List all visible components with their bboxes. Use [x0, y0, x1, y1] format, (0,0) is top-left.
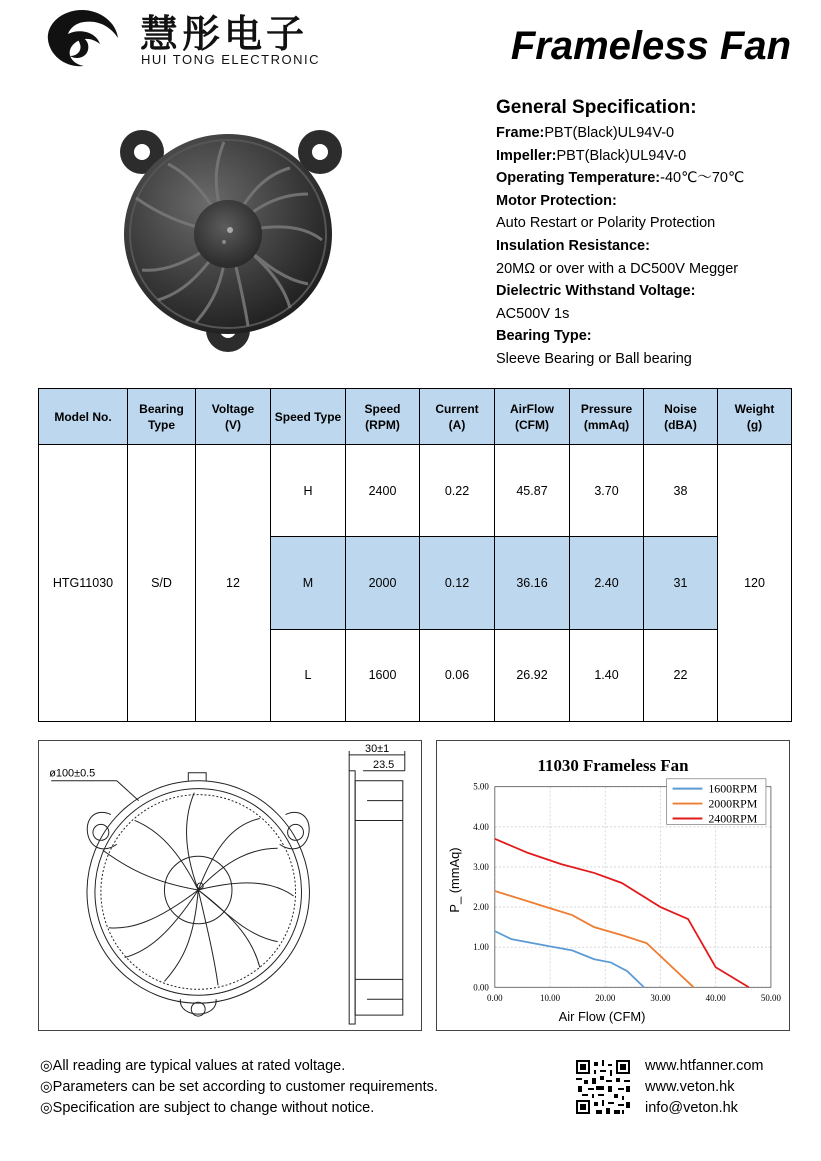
header-noise-label: Noise	[664, 401, 697, 416]
cell-pressure: 1.40	[570, 629, 644, 721]
footer-notes	[40, 1056, 438, 1119]
cell-weight: 120	[718, 445, 792, 722]
header-voltage	[196, 389, 271, 445]
header-bearing	[128, 389, 196, 445]
spec-insulation-label: Insulation Resistance:	[496, 237, 650, 254]
chart-xlabel: Air Flow (CFM)	[558, 1009, 646, 1025]
series-line-2000rpm	[495, 891, 694, 987]
cell-speed-type: L	[271, 629, 346, 721]
y-tick-label: 4.00	[473, 821, 489, 832]
spec-impeller-label: Impeller:	[496, 147, 557, 164]
x-tick-label: 30.00	[650, 993, 671, 1004]
qr-code-icon	[576, 1060, 630, 1114]
spec-motor-label: Motor Protection:	[496, 192, 617, 209]
series-line-2400rpm	[495, 839, 749, 987]
x-tick-label: 0.00	[487, 993, 503, 1004]
header-weight-unit: (g)	[746, 417, 763, 432]
spec-frame-label: Frame:	[496, 125, 545, 141]
spec-impeller	[496, 145, 816, 168]
header-weight	[718, 389, 792, 445]
header-speed-unit: (RPM)	[365, 417, 400, 432]
cell-pressure: 3.70	[570, 445, 644, 537]
header-current-unit: (A)	[448, 417, 466, 432]
spec-dielectric-value: AC500V 1s	[496, 305, 570, 322]
chart-title: 11030 Frameless Fan	[537, 755, 689, 775]
table-row	[39, 445, 792, 537]
spec-title: General Specification:	[496, 97, 697, 118]
cell-speed: 2000	[346, 537, 420, 629]
x-tick-label: 50.00	[760, 993, 781, 1004]
header-bearing-unit: Type	[147, 417, 176, 432]
spec-insulation-value: 20MΩ or over with a DC500V Megger	[496, 260, 739, 277]
company-logo-icon	[40, 6, 124, 72]
cell-noise: 38	[644, 445, 718, 537]
spec-bearing-value: Sleeve Bearing or Ball bearing	[496, 350, 692, 367]
header-noise-unit: (dBA)	[664, 417, 697, 432]
spec-dielectric-label: Dielectric Withstand Voltage:	[496, 283, 696, 300]
cell-speed-type: M	[271, 537, 346, 629]
cell-speed-type: H	[271, 445, 346, 537]
website-link[interactable]: www.veton.hk	[645, 1079, 735, 1095]
cell-speed: 2400	[346, 445, 420, 537]
contact-info	[645, 1056, 763, 1119]
cell-pressure: 2.40	[570, 537, 644, 629]
header-model	[39, 389, 128, 445]
header-current	[420, 389, 495, 445]
y-tick-label: 0.00	[473, 982, 489, 993]
header-current-label: Current	[435, 401, 479, 416]
series-line-1600rpm	[495, 931, 644, 987]
email-link[interactable]: info@veton.hk	[645, 1100, 738, 1116]
website-link[interactable]: www.htfanner.com	[645, 1058, 764, 1074]
note-item: ◎Parameters can be set according to customer requirements.	[40, 1079, 438, 1095]
depth-label: 30±1	[365, 742, 390, 755]
cell-current: 0.12	[420, 537, 495, 629]
pq-chart	[436, 740, 790, 1031]
cell-model: HTG11030	[39, 445, 128, 722]
legend-label: 1600RPM	[708, 781, 758, 796]
legend-label: 2000RPM	[708, 796, 758, 811]
dimension-drawing	[38, 740, 422, 1031]
cell-airflow: 45.87	[495, 445, 570, 537]
cell-noise: 31	[644, 537, 718, 629]
cell-current: 0.22	[420, 445, 495, 537]
cell-speed: 1600	[346, 629, 420, 721]
header-pressure	[570, 389, 644, 445]
cell-noise: 22	[644, 629, 718, 721]
header-pressure-label: Pressure	[580, 401, 633, 416]
spec-bearing-label: Bearing Type:	[496, 328, 592, 345]
y-tick-label: 3.00	[473, 861, 489, 872]
cell-current: 0.06	[420, 629, 495, 721]
chart-ylabel: P_ (mmAq)	[447, 847, 463, 913]
spec-frame	[496, 122, 816, 145]
general-specification	[496, 96, 816, 371]
cell-bearing: S/D	[128, 445, 196, 722]
x-tick-label: 20.00	[595, 993, 616, 1004]
header-speed-type-label: Speed Type	[274, 409, 342, 424]
fan-photo	[108, 94, 358, 356]
y-tick-label: 1.00	[473, 942, 489, 953]
legend-label: 2400RPM	[708, 811, 758, 826]
cell-airflow: 26.92	[495, 629, 570, 721]
header-speed-type	[271, 389, 346, 445]
fan-spec-table	[38, 388, 792, 722]
spec-motor-value: Auto Restart or Polarity Protection	[496, 215, 716, 232]
page-title: Frameless Fan	[510, 24, 791, 68]
header-noise	[644, 389, 718, 445]
spec-temperature-label: Operating Temperature:	[496, 170, 661, 187]
header-airflow	[495, 389, 570, 445]
note-item: ◎Specification are subject to change without notice.	[40, 1100, 375, 1116]
header-voltage-label: Voltage	[211, 401, 255, 416]
spec-temperature-value: -40℃～70℃	[660, 170, 745, 187]
header-pressure-unit: (mmAq)	[583, 417, 630, 432]
cell-airflow: 36.16	[495, 537, 570, 629]
header-bearing-label: Bearing	[139, 401, 184, 416]
header-weight-label: Weight	[734, 401, 775, 416]
header-speed-label: Speed	[364, 401, 401, 416]
table-header-row	[39, 389, 792, 445]
note-item: ◎All reading are typical values at rated voltage.	[40, 1058, 346, 1074]
x-tick-label: 40.00	[705, 993, 726, 1004]
header-airflow-label: AirFlow	[510, 401, 554, 416]
depth-inner-label: 23.5	[373, 758, 395, 771]
diameter-label: ø100±0.5	[49, 767, 96, 780]
x-tick-label: 10.00	[539, 993, 561, 1004]
spec-temperature	[496, 167, 816, 190]
header-voltage-unit: (V)	[225, 417, 241, 432]
header-speed	[346, 389, 420, 445]
spec-frame-value: PBT(Black)UL94V-0	[544, 125, 675, 141]
y-tick-label: 2.00	[473, 902, 489, 913]
cell-voltage: 12	[196, 445, 271, 722]
header-model-label: Model No.	[54, 409, 112, 424]
y-tick-label: 5.00	[473, 781, 489, 792]
company-name-en: HUI TONG ELECTRONIC	[141, 52, 320, 67]
company-name-cn: 慧彤电子	[140, 12, 309, 56]
header-airflow-unit: (CFM)	[515, 417, 549, 432]
spec-impeller-value: PBT(Black)UL94V-0	[556, 147, 687, 164]
